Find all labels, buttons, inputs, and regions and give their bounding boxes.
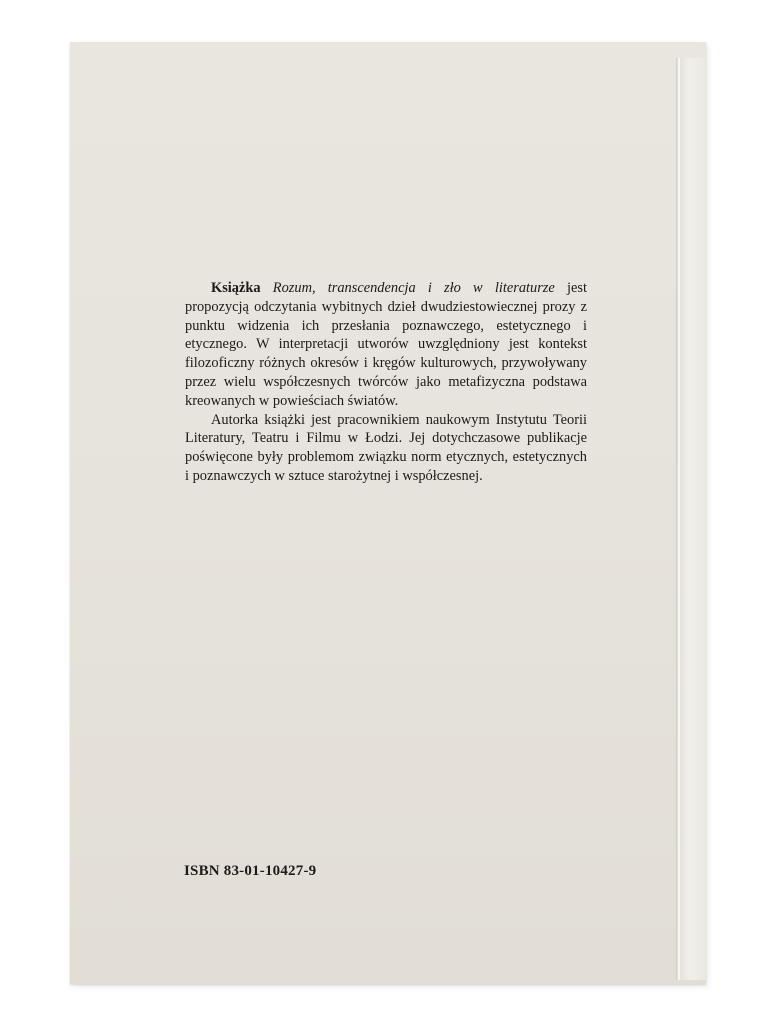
isbn-number: ISBN 83-01-10427-9	[184, 863, 317, 879]
blurb-book-title: Rozum, transcendencja i zło w literaturze	[272, 280, 555, 296]
blurb-paragraph-1-text: jest propozycją odczytania wybitnych dzieł dwudziestowiecznej prozy z punktu widzenia ich przesłania poznawczego, estetycznego i etycznego. W interpretacji utworów uwzględniony jest kontekst filozoficzny różnych okresów i kręgów kulturowych, przywoływany przez wielu współczesnych twórców jako metafizyczna podstawa kreowanych w powieściach światów.	[185, 280, 587, 409]
blurb-paragraph-1	[185, 279, 587, 411]
spine-highlight	[678, 58, 680, 980]
book-spine	[676, 58, 707, 980]
back-cover-blurb	[185, 279, 587, 486]
blurb-paragraph-2: Autorka książki jest pracownikiem naukowym Instytutu Teorii Literatury, Teatru i Filmu w Łodzi. Jej dotychczasowe publikacje poświęcone były problemom związku norm etycznych, estetycznych i poznawczych w sztuce starożytnej i współczesnej.	[185, 411, 587, 484]
blurb-lead-word: Książka	[211, 280, 261, 296]
book-back-cover	[70, 42, 706, 984]
